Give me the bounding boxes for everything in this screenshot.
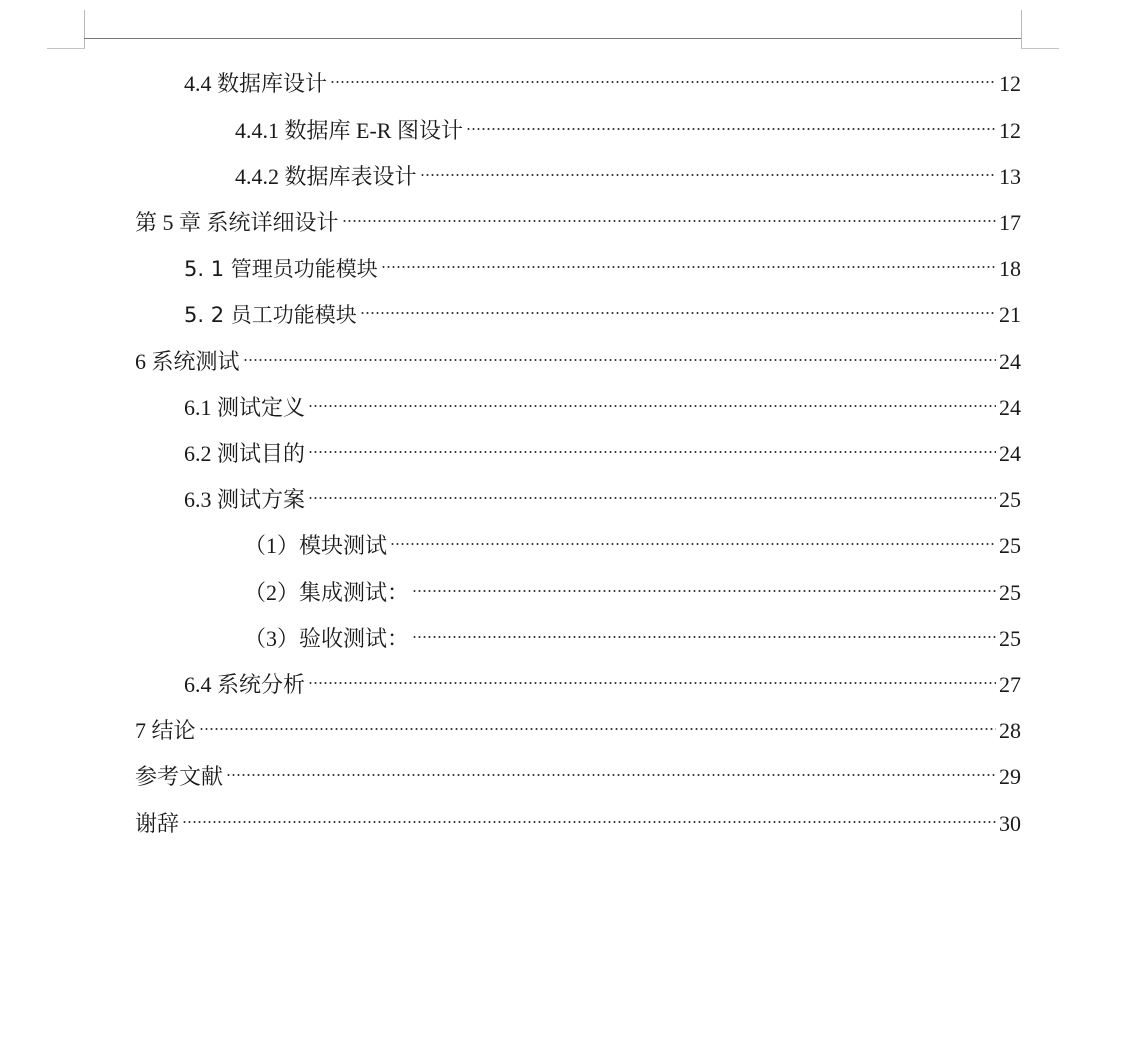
top-right-corner-mark-vertical bbox=[1021, 10, 1022, 49]
toc-entry-page: 28 bbox=[999, 718, 1021, 743]
toc-entry-page: 25 bbox=[999, 533, 1021, 558]
toc-entry[interactable] bbox=[235, 108, 1021, 143]
toc-entry-page: 21 bbox=[999, 302, 1021, 327]
toc-entry-page: 24 bbox=[999, 349, 1021, 374]
toc-entry[interactable] bbox=[235, 154, 1021, 189]
toc-entry[interactable] bbox=[135, 200, 1021, 235]
dot-leader bbox=[390, 523, 996, 553]
toc-entry[interactable] bbox=[184, 61, 1021, 96]
dot-leader bbox=[412, 616, 996, 646]
dot-leader bbox=[182, 801, 996, 831]
toc-entry[interactable] bbox=[135, 754, 1021, 789]
toc-entry-page: 12 bbox=[999, 71, 1021, 96]
toc-entry[interactable] bbox=[184, 292, 1021, 327]
toc-entry-title: （3）验收测试： bbox=[244, 626, 410, 651]
dot-leader bbox=[308, 662, 996, 692]
toc-entry[interactable] bbox=[135, 339, 1021, 374]
dot-leader bbox=[243, 339, 996, 369]
toc-entry-title: 4.4.2 数据库表设计 bbox=[235, 164, 417, 189]
toc-entry-title: 6.3 测试方案 bbox=[184, 487, 306, 512]
toc-entry-title: 6.2 测试目的 bbox=[184, 441, 306, 466]
toc-entry[interactable] bbox=[244, 570, 1021, 605]
toc-entry-page: 24 bbox=[999, 441, 1021, 466]
toc-entry-page: 30 bbox=[999, 811, 1021, 836]
top-right-corner-mark-horizontal bbox=[1021, 48, 1059, 49]
header-rule bbox=[84, 38, 1021, 39]
toc-entry-title: 4.4.1 数据库 E-R 图设计 bbox=[235, 118, 463, 143]
toc-entry-page: 13 bbox=[999, 164, 1021, 189]
toc-entry-page: 12 bbox=[999, 118, 1021, 143]
dot-leader bbox=[308, 385, 996, 415]
dot-leader bbox=[330, 61, 996, 91]
toc-entry-page: 25 bbox=[999, 487, 1021, 512]
toc-entry-page: 29 bbox=[999, 764, 1021, 789]
top-left-corner-mark-horizontal bbox=[47, 48, 85, 49]
dot-leader bbox=[342, 200, 996, 230]
toc-entry-page: 25 bbox=[999, 580, 1021, 605]
dot-leader bbox=[226, 754, 996, 784]
dot-leader bbox=[308, 431, 996, 461]
toc-entry[interactable] bbox=[135, 801, 1021, 836]
toc-entry-page: 18 bbox=[999, 256, 1021, 281]
dot-leader bbox=[360, 292, 996, 322]
toc-entry-title: 第 5 章 系统详细设计 bbox=[135, 210, 339, 235]
toc-entry[interactable] bbox=[184, 477, 1021, 512]
toc-entry[interactable] bbox=[184, 662, 1021, 697]
toc-entry[interactable] bbox=[244, 616, 1021, 651]
dot-leader bbox=[420, 154, 996, 184]
toc-entry-title: 5. 1 管理员功能模块 bbox=[184, 257, 378, 281]
toc-entry-title: 7 结论 bbox=[135, 718, 196, 743]
toc-entry[interactable] bbox=[244, 523, 1021, 558]
toc-entry-title: 4.4 数据库设计 bbox=[184, 71, 328, 96]
dot-leader bbox=[308, 477, 996, 507]
dot-leader bbox=[412, 570, 996, 600]
toc-entry[interactable] bbox=[135, 708, 1021, 743]
toc-entry-title: 5. 2 员工功能模块 bbox=[184, 303, 357, 327]
toc-entry-title: （2）集成测试： bbox=[244, 580, 410, 605]
toc-entry-title: 参考文献 bbox=[135, 764, 224, 789]
dot-leader bbox=[381, 246, 996, 276]
toc-entry-title: 6.1 测试定义 bbox=[184, 395, 306, 420]
toc-entry-page: 17 bbox=[999, 210, 1021, 235]
toc-entry-title: 6 系统测试 bbox=[135, 349, 240, 374]
toc-entry-page: 27 bbox=[999, 672, 1021, 697]
toc-entry-title: 6.4 系统分析 bbox=[184, 672, 306, 697]
toc-entry[interactable] bbox=[184, 431, 1021, 466]
toc-entry[interactable] bbox=[184, 246, 1021, 281]
toc-entry[interactable] bbox=[184, 385, 1021, 420]
toc-entry-title: 谢辞 bbox=[135, 811, 180, 836]
top-left-corner-mark-vertical bbox=[84, 10, 85, 49]
toc-entry-page: 25 bbox=[999, 626, 1021, 651]
toc-entry-page: 24 bbox=[999, 395, 1021, 420]
dot-leader bbox=[199, 708, 996, 738]
toc-entry-title: （1）模块测试 bbox=[244, 533, 388, 558]
dot-leader bbox=[466, 108, 996, 138]
